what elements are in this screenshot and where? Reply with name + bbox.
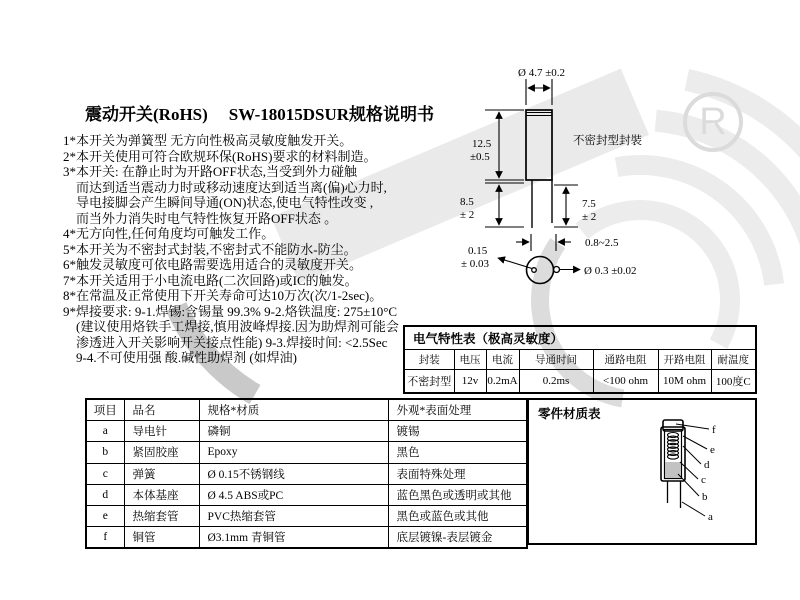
part-label-e: e: [710, 444, 715, 456]
table-cell: 底层镀镍-表层镀金: [388, 527, 527, 549]
table-cell: 不密封型: [404, 370, 454, 394]
bottom-view-center-pin: [532, 268, 537, 273]
spec-line: 9-4.不可使用强 酸.碱性助焊剂 (如焊油): [76, 350, 297, 365]
table-cell: 0.2ms: [519, 370, 593, 394]
registered-trademark-letter: R: [699, 101, 727, 143]
spec-line: 1*本开关为弹簧型 无方向性极高灵敏度触发开关。: [63, 133, 353, 148]
table-row: [86, 527, 527, 549]
table-cell: Ø3.1mm 青铜管: [199, 527, 388, 549]
table-cell: <100 ohm: [593, 370, 658, 394]
spec-line: 2*本开关使用可符合欧规环保(RoHS)要求的材料制造。: [63, 148, 377, 164]
parts-material-panel: [527, 398, 757, 545]
column-header: 开路电阻: [658, 350, 711, 370]
bottom-view-edge-pin: [554, 267, 560, 273]
table-cell: 黑色: [388, 442, 527, 463]
table-cell: 12v: [454, 370, 486, 394]
table-row: [86, 505, 527, 526]
part-label-b: b: [702, 491, 708, 503]
table-cell: 铜管: [124, 527, 199, 549]
table-cell: 黑色或蓝色或其他: [388, 505, 527, 526]
part-label-d: d: [704, 459, 710, 471]
dim-right-leg-tolerance: ± 2: [582, 211, 597, 223]
column-header: 电流: [486, 350, 519, 370]
panel-title: 零件材质表: [538, 407, 601, 421]
dim-left-leg-tolerance: ± 2: [460, 209, 475, 221]
spec-line: 导电接脚会产生瞬间导通(ON)状态,使电气特性改变 ,: [76, 195, 374, 210]
table-cell: 磷铜: [199, 421, 388, 442]
part-label-c: c: [701, 474, 706, 486]
table-cell: 表面特殊处理: [388, 463, 527, 484]
spec-line: 而达到适当震动力时或移动速度达到适当离(偏)心力时,: [76, 179, 387, 195]
table-cell: 弹簧: [124, 463, 199, 484]
dim-pin-offset-label: 0.15: [468, 245, 488, 257]
spec-line: 而当外力消失时电气特性恢复开路OFF状态 。: [76, 210, 338, 226]
spec-notes: [63, 133, 435, 366]
table-cell: 镀锡: [388, 421, 527, 442]
spec-line: (建议使用烙铁手工焊接,慎用波峰焊接.因为助焊剂可能会: [76, 319, 399, 334]
part-spring-coil: [668, 433, 679, 460]
column-header: 电压: [454, 350, 486, 370]
spec-line: 渗透进入开关影响开关接点性能) 9-3.焊接时间: <2.5Sec: [76, 334, 388, 350]
parts-table-header-row: [86, 399, 527, 421]
dim-right-leg-label: 7.5: [582, 198, 596, 210]
package-type-label: 不密封型封裝: [573, 135, 642, 147]
spec-line: 8*在常温及正常使用下开关寿命可达10万次(次/1-2sec)。: [63, 288, 383, 303]
registered-trademark-icon: [683, 92, 743, 152]
spec-line: 9*焊接要求: 9-1.焊锡:含锡量 99.3% 9-2.烙铁温度: 275±10°C: [63, 303, 398, 319]
column-header: 通路电阻: [593, 350, 658, 370]
electrical-table-title: 电气特性表（极高灵敏度）: [404, 326, 756, 350]
table-cell: 热缩套管: [124, 505, 199, 526]
part-epoxy-base: [665, 462, 681, 478]
table-cell: e: [86, 505, 124, 526]
spec-line: 6*触发灵敏度可依电路需要选用适合的灵敏度开关。: [63, 257, 363, 272]
column-header: 导通时间: [519, 350, 593, 370]
column-header: 项目: [86, 399, 124, 421]
column-header: 耐温度: [711, 350, 756, 370]
table-cell: Ø 4.5 ABS或PC: [199, 484, 388, 505]
page-title: [85, 100, 434, 125]
table-cell: 紧固胶座: [124, 442, 199, 463]
column-header: 规格*材质: [199, 399, 388, 421]
spec-line: 5*本开关为不密封式封装,不密封式不能防水-防尘。: [63, 241, 357, 257]
leader-pin-offset: [498, 258, 532, 269]
table-row: [86, 421, 527, 442]
dim-left-leg-label: 8.5: [460, 196, 474, 208]
table-cell: 导电针: [124, 421, 199, 442]
table-cell: a: [86, 421, 124, 442]
column-header: 外观*表面处理: [388, 399, 527, 421]
table-row: [86, 463, 527, 484]
table-cell: b: [86, 442, 124, 463]
table-cell: PVC热缩套管: [199, 505, 388, 526]
package-body-outline: [526, 110, 552, 180]
parts-table: [85, 398, 528, 549]
table-cell: 100度C: [711, 370, 756, 394]
spec-line: 4*无方向性,任何角度均可触发工作。: [63, 226, 275, 241]
title-product-type: 震动开关(RoHS): [85, 105, 208, 124]
part-label-a: a: [708, 511, 713, 523]
table-cell: Epoxy: [199, 442, 388, 463]
dim-height-tolerance: ±0.5: [470, 151, 490, 163]
electrical-characteristics-table: [403, 325, 757, 394]
table-cell: Ø 0.15不锈钢线: [199, 463, 388, 484]
table-cell: c: [86, 463, 124, 484]
table-cell: d: [86, 484, 124, 505]
dim-height-label: 12.5: [472, 138, 492, 150]
table-row: [86, 442, 527, 463]
title-model-number: SW-18015DSUR规格说明书: [228, 105, 435, 124]
dim-lead-spacing-label: 0.8~2.5: [585, 237, 619, 249]
table-cell: 10M ohm: [658, 370, 711, 394]
electrical-table-value-row: [404, 370, 756, 394]
dim-pin-diameter-label: Ø 0.3 ±0.02: [584, 265, 637, 277]
bottom-view-body: [527, 257, 554, 284]
component-cross-section-diagram: [643, 400, 753, 543]
spec-line: 3*本开关: 在静止时为开路OFF状态,当受到外力碰触: [63, 164, 357, 179]
table-row: [86, 484, 527, 505]
dim-pin-offset-tolerance: ± 0.03: [461, 258, 490, 270]
mechanical-drawing: [440, 50, 650, 300]
column-header: 品名: [124, 399, 199, 421]
dim-diameter-label: Ø 4.7 ±0.2: [518, 67, 565, 79]
table-cell: 本体基座: [124, 484, 199, 505]
table-cell: 蓝色黑色或透明或其他: [388, 484, 527, 505]
table-cell: 0.2mA: [486, 370, 519, 394]
part-label-f: f: [712, 424, 716, 436]
table-cell: f: [86, 527, 124, 549]
spec-line: 7*本开关适用于小电流电路(二次回路)或IC的触发。: [63, 272, 358, 288]
column-header: 封装: [404, 350, 454, 370]
electrical-table-header-row: [404, 350, 756, 370]
